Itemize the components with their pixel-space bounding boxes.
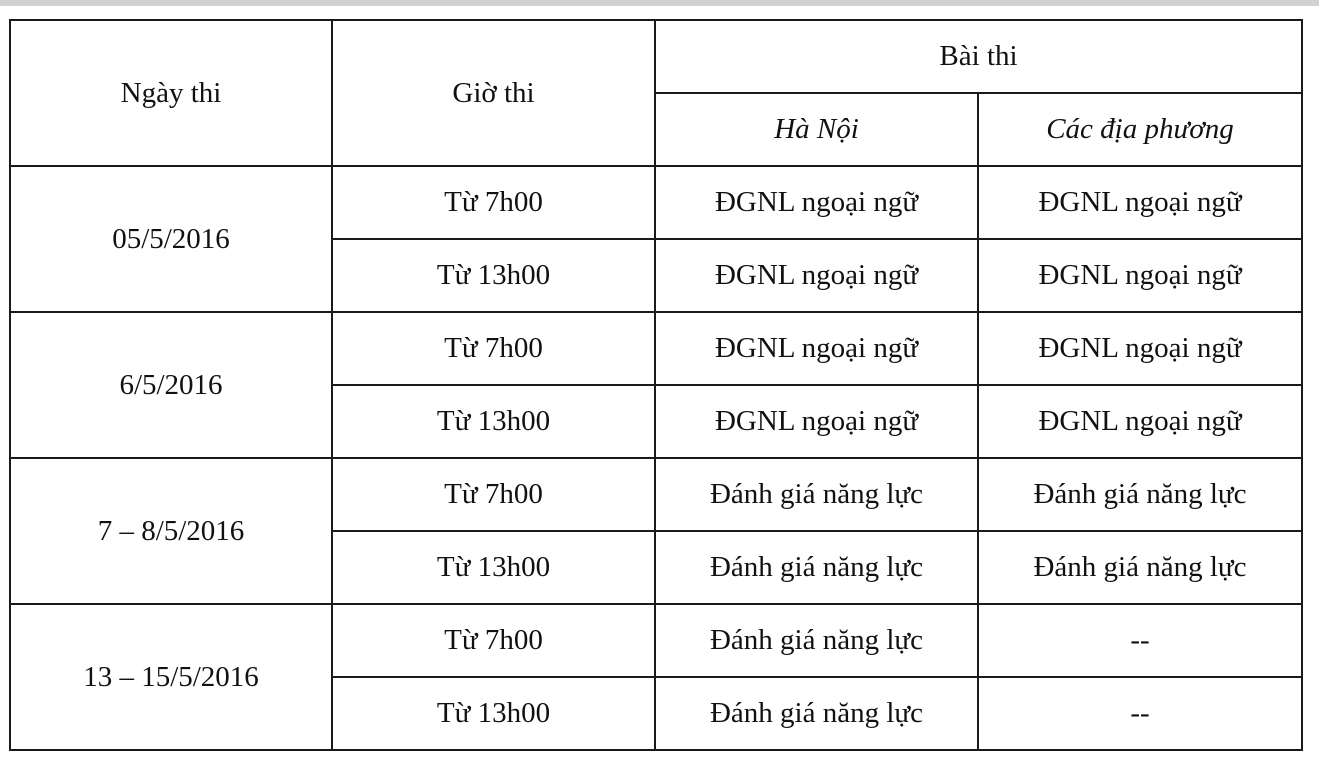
date-cell: 6/5/2016 — [10, 312, 332, 458]
local-cell: ĐGNL ngoại ngữ — [978, 312, 1302, 385]
time-cell: Từ 13h00 — [332, 531, 655, 604]
table-row — [10, 458, 1302, 531]
header-date: Ngày thi — [10, 20, 332, 166]
hanoi-cell: ĐGNL ngoại ngữ — [655, 385, 978, 458]
top-divider — [0, 0, 1319, 6]
hanoi-cell: ĐGNL ngoại ngữ — [655, 166, 978, 239]
local-cell: ĐGNL ngoại ngữ — [978, 385, 1302, 458]
table-row — [10, 312, 1302, 385]
local-cell: Đánh giá năng lực — [978, 531, 1302, 604]
hanoi-cell: Đánh giá năng lực — [655, 604, 978, 677]
date-cell: 05/5/2016 — [10, 166, 332, 312]
time-cell: Từ 13h00 — [332, 239, 655, 312]
local-cell: ĐGNL ngoại ngữ — [978, 239, 1302, 312]
time-cell: Từ 7h00 — [332, 604, 655, 677]
header-localities: Các địa phương — [978, 93, 1302, 166]
exam-schedule-table — [9, 19, 1303, 751]
time-cell: Từ 7h00 — [332, 312, 655, 385]
time-cell: Từ 7h00 — [332, 166, 655, 239]
hanoi-cell: ĐGNL ngoại ngữ — [655, 312, 978, 385]
local-cell: -- — [978, 677, 1302, 750]
table-row — [10, 166, 1302, 239]
local-cell: ĐGNL ngoại ngữ — [978, 166, 1302, 239]
time-cell: Từ 13h00 — [332, 385, 655, 458]
hanoi-cell: Đánh giá năng lực — [655, 458, 978, 531]
date-cell: 7 – 8/5/2016 — [10, 458, 332, 604]
header-hanoi: Hà Nội — [655, 93, 978, 166]
local-cell: -- — [978, 604, 1302, 677]
table-row — [10, 604, 1302, 677]
header-exam-group: Bài thi — [655, 20, 1302, 93]
hanoi-cell: Đánh giá năng lực — [655, 677, 978, 750]
time-cell: Từ 13h00 — [332, 677, 655, 750]
header-row — [10, 20, 1302, 93]
time-cell: Từ 7h00 — [332, 458, 655, 531]
date-cell: 13 – 15/5/2016 — [10, 604, 332, 750]
hanoi-cell: Đánh giá năng lực — [655, 531, 978, 604]
header-time: Giờ thi — [332, 20, 655, 166]
local-cell: Đánh giá năng lực — [978, 458, 1302, 531]
hanoi-cell: ĐGNL ngoại ngữ — [655, 239, 978, 312]
